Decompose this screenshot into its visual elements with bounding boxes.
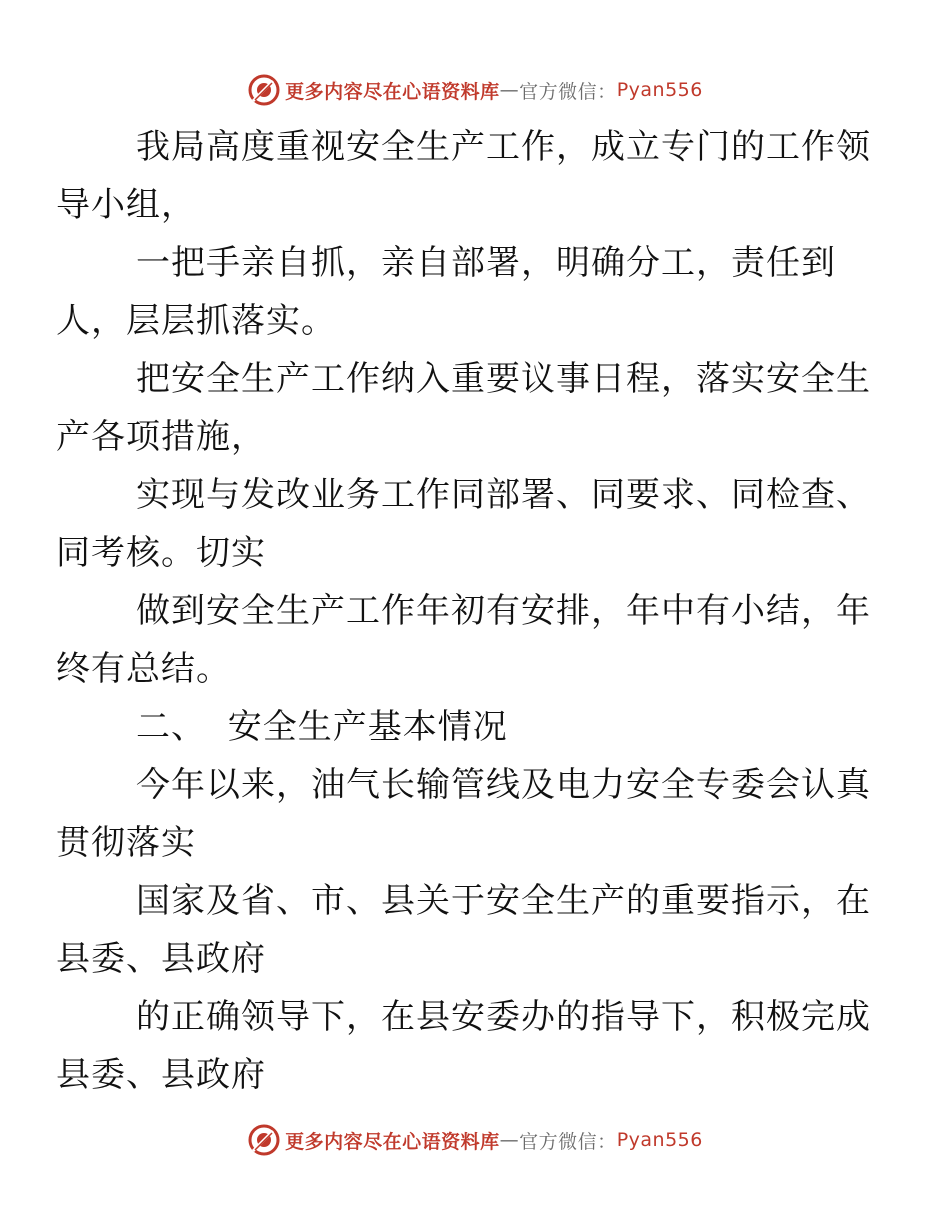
header-banner [0,70,950,110]
paragraph-line: 人，层层抓落实。 [56,301,336,341]
paragraph-line: 县委、县政府 [56,939,266,979]
paragraph-line: 把安全生产工作纳入重要议事日程，落实安全生 [136,359,871,399]
paragraph [56,118,871,234]
paragraph-line: 同考核。切实 [56,533,266,573]
paragraph-line: 国家及省、市、县关于安全生产的重要指示，在 [136,881,871,921]
footer-wechat-label: 官方微信： [519,1130,617,1153]
paragraph-line: 实现与发改业务工作同部署、同要求、同检查、 [136,475,871,515]
paragraph-line: 今年以来，油气长输管线及电力安全专委会认真 [136,765,871,805]
section-heading [96,698,856,756]
paragraph-line: 一把手亲自抓，亲自部署，明确分工，责任到 [136,243,836,283]
paragraph-line: 终有总结。 [56,649,231,689]
paragraph [56,988,871,1104]
header-wechat-label: 官方微信： [519,80,617,103]
header-wechat-id: Pyan556 [616,79,703,101]
footer-brand-text: 更多内容尽在心语资料库 [285,1130,500,1153]
paragraph-line: 导小组， [56,185,196,225]
footer-wechat-id: Pyan556 [616,1129,703,1151]
paragraph-line: 我局高度重视安全生产工作，成立专门的工作领 [136,127,871,167]
brand-logo-icon [247,73,281,107]
header-brand-text: 更多内容尽在心语资料库 [285,80,500,103]
paragraph-line: 的正确领导下，在县安委办的指导下，积极完成 [136,997,871,1037]
paragraph [56,350,871,466]
paragraph-line: 做到安全生产工作年初有安排，年中有小结，年 [136,591,871,631]
footer-banner [0,1120,950,1160]
document-body [56,118,871,1104]
section-heading-text: 二、 安全生产基本情况 [136,707,508,747]
paragraph-line: 贯彻落实 [56,823,196,863]
footer-dash: — [499,1129,520,1151]
paragraph [56,582,871,698]
paragraph-line: 县委、县政府 [56,1055,266,1095]
paragraph [56,756,871,872]
paragraph-line: 产各项措施， [56,417,266,457]
header-dash: — [499,79,520,101]
paragraph [56,466,871,582]
paragraph [56,872,871,988]
paragraph [56,234,856,350]
brand-logo-icon [247,1123,281,1157]
